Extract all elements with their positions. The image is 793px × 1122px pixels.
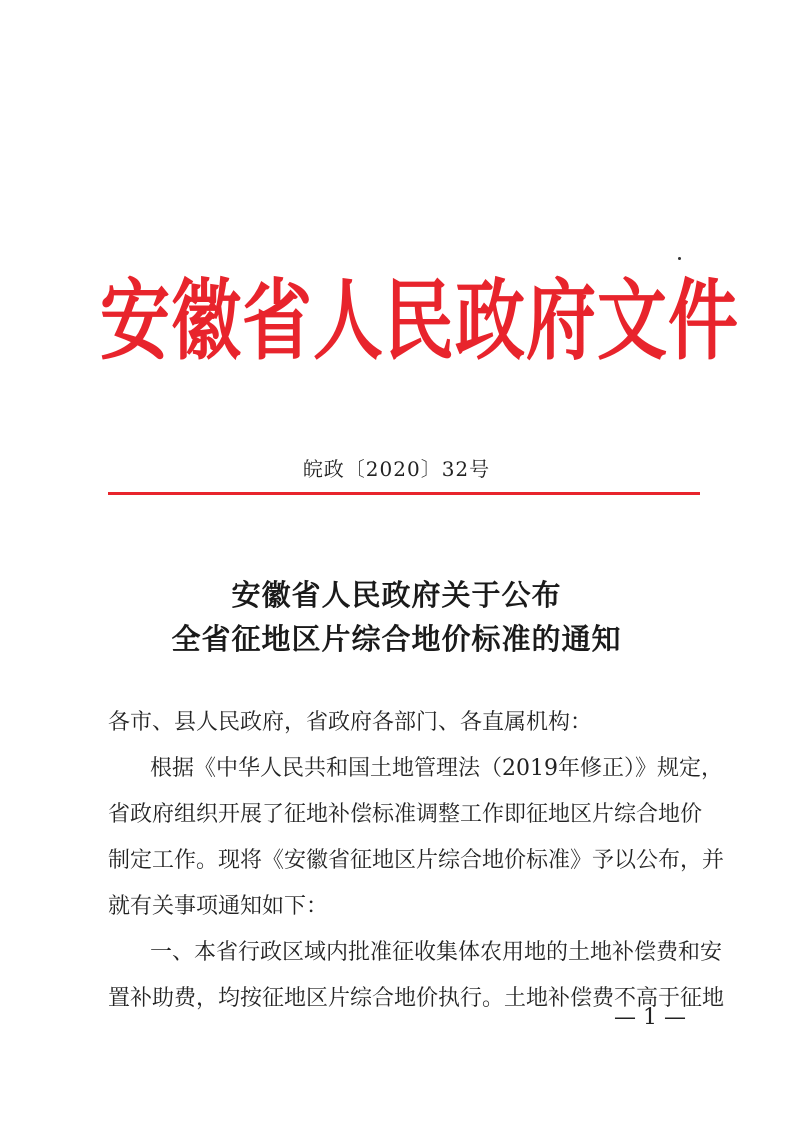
paragraph-2-line-2: 置补助费，均按征地区片综合地价执行。土地补偿费不高于征地 <box>108 986 725 1011</box>
red-divider-line <box>108 492 700 495</box>
paragraph-1-line-3: 制定工作。现将《安徽省征地区片综合地价标准》予以公布，并 <box>108 848 725 873</box>
paragraph-2-line-1: 一、本省行政区域内批准征收集体农用地的土地补偿费和安 <box>150 940 723 965</box>
page-number: — 1 — <box>614 1005 686 1030</box>
notice-title-line-1: 安徽省人民政府关于公布 <box>231 578 562 612</box>
paragraph-1-line-1: 根据《中华人民共和国土地管理法（2019年修正）》规定， <box>150 756 723 781</box>
notice-title-line-2: 全省征地区片综合地价标准的通知 <box>171 622 622 656</box>
addressee-line: 各市、县人民政府，省政府各部门、各直属机构： <box>108 710 593 735</box>
masthead-title: 安徽省人民政府文件 <box>100 269 739 373</box>
paragraph-1-line-2: 省政府组织开展了征地补偿标准调整工作即征地区片综合地价 <box>108 802 703 827</box>
document-number: 皖政〔2020〕32号 <box>302 457 491 481</box>
paragraph-1-line-4: 就有关事项通知如下： <box>108 894 329 919</box>
